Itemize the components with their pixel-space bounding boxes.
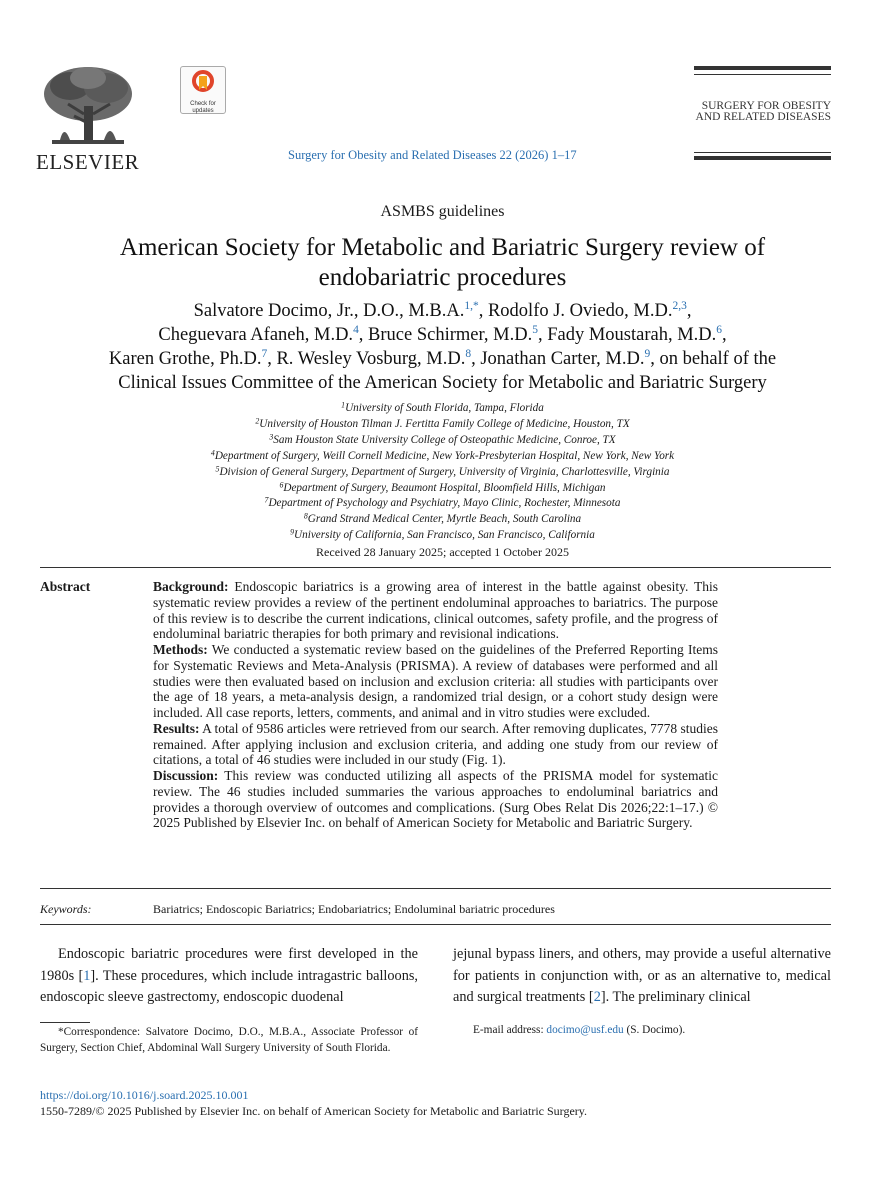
article-type: ASMBS guidelines [380,203,505,220]
publisher-name: ELSEVIER [36,150,140,174]
abstract-section: Methods: We conducted a systematic review based on the guidelines of the Preferred Reporting Items for Systematic Reviews and Meta-Analysis (PRISMA). A review of databases were performed and all studies were then evaluated based on inclusion and exclusion criteria: all studies with participants over the age of 18 years, a meta-analysis design, a randomized trial design, or a cohort study design were included. All case reports, letters, comments, and animal and in vitro studies were excluded. [153,642,718,720]
received-dates: Received 28 January 2025; accepted 1 October 2025 [316,545,569,559]
body-column-left: Endoscopic bariatric procedures were first developed in the 1980s [1]. These procedures, which include intragastric balloons, endoscopic sleeve gastrectomy, endoscopic duodenal [40,946,418,1005]
abstract-rule [40,888,831,889]
author-line [40,323,845,347]
journal-name-line: SURGERY FOR OBESITY [701,100,831,112]
author-affil-link[interactable]: 1,* [464,300,479,313]
bookmark-icon [192,70,214,94]
reference-link[interactable]: 2 [593,989,601,1005]
reference-link[interactable]: 1 [83,967,91,984]
author-sep: , [358,325,369,345]
author-name: Bruce Schirmer, M.D. [368,325,533,345]
journal-name [690,101,831,123]
author-name: R. Wesley Vosburg, M.D. [276,349,466,369]
check-for-updates-badge[interactable] [180,66,226,114]
author-list [40,299,845,395]
elsevier-tree-logo [38,64,138,148]
abstract-section: Discussion: This review was conducted utilizing all aspects of the PRISMA model for systematic review. The 46 studies included summaries the various approaches to endoluminal bariatrics and provides a thorough overview of outcomes and complications. (Surg Obes Relat Dis 2026;22:1–17.) © 2025 Published by Elsevier Inc. on behalf of American Society for Metabolic and Bariatric Surgery. [153,768,718,831]
author-affil-link[interactable]: 9 [644,348,651,361]
affiliation-item: $^6$Department of Surgery, Beaumont Hospital, Bloomfield Hills, Michigan [279,480,606,494]
author-line [40,347,845,371]
keywords-label: Keywords: [40,902,92,916]
author-affil-link[interactable]: 2,3 [672,300,687,313]
author-sep: , [478,301,488,321]
author-sep: , [537,325,548,345]
author-name: Salvatore Docimo, Jr., D.O., M.B.A. [193,301,465,321]
author-line: Clinical Issues Committee of the American Society for Metabolic and Bariatric Surgery [118,373,767,393]
article-title [40,233,845,293]
affiliation-item: $^7$Department of Psychology and Psychiatry, Mayo Clinic, Rochester, Minnesota [264,495,621,510]
body-column-right: jejunal bypass liners, and others, may provide a useful alternative for patients in conjunction with, or as an alternative to, medical and surgical treatments [2]. The preliminary clinical [453,946,831,1005]
abstract-rule [40,567,831,568]
author-affil-link[interactable]: 5 [532,324,538,337]
author-name: Jonathan Carter, M.D. [480,349,645,369]
author-sep: , [471,349,481,369]
email-link[interactable]: docimo@usf.edu [546,1024,624,1036]
keywords-rule [40,924,831,925]
email-footnote: E-mail address: docimo@usf.edu (S. Docimo). [473,1024,686,1036]
footnote-rule [40,1022,90,1023]
journal-rule [694,152,831,153]
journal-rule [694,74,831,75]
author-affil-link[interactable]: 4 [353,324,359,337]
author-sep: , [267,349,277,369]
abstract-body [153,579,718,831]
abstract-label: Abstract [40,579,91,594]
author-affil-link[interactable]: 7 [261,348,268,361]
author-name: Cheguevara Afaneh, M.D. [158,325,354,345]
author-sep: , [722,325,727,345]
affiliation-item: $^9$University of California, San Francisco, San Francisco, California [290,527,595,542]
author-name: Fady Moustarah, M.D. [547,325,717,345]
affiliation-item: $^3$Sam Houston State University College of Osteopathic Medicine, Conroe, TX [269,432,616,446]
author-sep: , on behalf of the [650,349,777,369]
affiliation-item: $^5$Division of General Surgery, Department of Surgery, University of Virginia, Charlottesville, Virginia [215,464,670,478]
author-affil-link[interactable]: 8 [465,348,472,361]
journal-citation[interactable]: Surgery for Obesity and Related Diseases 22 (2026) 1–17 [288,148,577,162]
check-for-updates-label: Check for updates [190,101,216,114]
journal-rule [694,156,831,160]
affiliation-item: $^8$Grand Strand Medical Center, Myrtle Beach, South Carolina [303,511,582,526]
author-name: Rodolfo J. Oviedo, M.D. [487,301,673,321]
title-line: American Society for Metabolic and Bariatric Surgery review of [119,234,766,261]
affiliation-item: $^2$University of Houston Tilman J. Fertitta Family College of Medicine, Houston, TX [255,416,630,430]
author-line [40,299,845,323]
keywords-list: Bariatrics; Endoscopic Bariatrics; Endobariatrics; Endoluminal bariatric procedures [153,902,555,916]
correspondence-footnote: *Correspondence: Salvatore Docimo, D.O., M.B.A., Associate Professor of Surgery, Section Chief, Abdominal Wall Surgery University of South Florida. [40,1026,418,1054]
affiliation-item: $^1$University of South Florida, Tampa, Florida [341,400,544,414]
abstract-section: Background: Endoscopic bariatrics is a growing area of interest in the battle against obesity. This systematic review provides a review of the pertinent endoluminal approaches to bariatrics. The purpose of this review is to describe the current indications, clinical outcomes, safety profile, and the progress of endoluminal bariatric therapies for both primary and revisional indications. [153,579,719,642]
author-sep: , [686,301,692,321]
title-line: endobariatric procedures [318,264,567,291]
abstract-section: Results: A total of 9586 articles were retrieved from our search. After removing duplicates, 7778 studies remained. After applying inclusion and exclusion criteria, and adding one study from our review of citations, a total of 46 studies were included in our study (Fig. 1). [153,720,718,768]
journal-name-line: AND RELATED DISEASES [695,111,831,123]
affiliation-list [40,401,845,544]
author-name: Karen Grothe, Ph.D. [108,349,262,369]
copyright-line: 1550-7289/© 2025 Published by Elsevier Inc. on behalf of American Society for Metabolic and Bariatric Surgery. [40,1104,587,1118]
doi-link[interactable]: https://doi.org/10.1016/j.soard.2025.10.001 [40,1088,249,1102]
author-affil-link[interactable]: 6 [716,324,723,337]
journal-rule [694,66,831,70]
affiliation-item: $^4$Department of Surgery, Weill Cornell Medicine, New York-Presbyterian Hospital, New York, New York [210,448,675,462]
